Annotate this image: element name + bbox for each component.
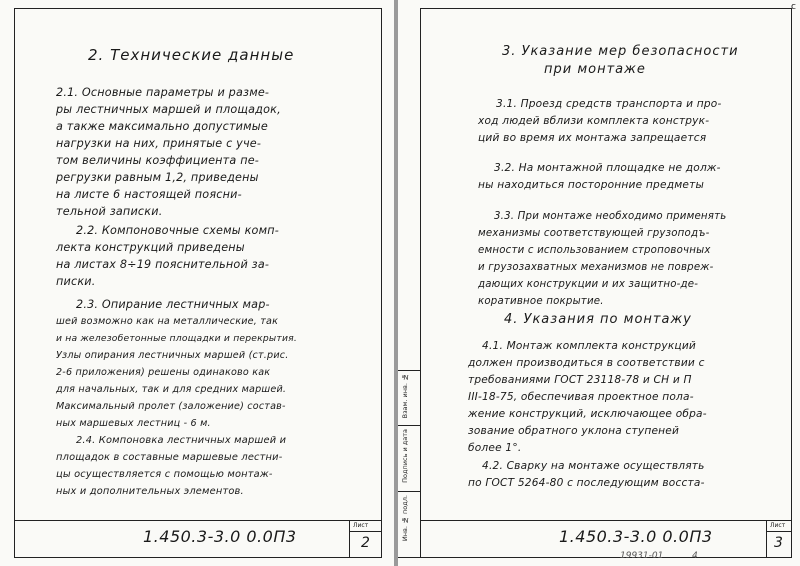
right-page [398, 0, 800, 566]
text-line: 2-6 приложения) решены одинаково как [56, 367, 271, 378]
text-line: более 1°. [468, 442, 522, 454]
sheet-number: 2 [361, 535, 370, 551]
text-line: тельной записки. [56, 205, 163, 218]
text-line: 3.1. Проезд средств транспорта и про- [496, 98, 722, 110]
text-line: 2.2. Компоновочные схемы комп- [76, 224, 279, 237]
archive-note: 19931-01 4 [620, 551, 698, 561]
text-line: а также максимально допустимые [56, 120, 268, 133]
text-line: механизмы соответствующей грузоподъ- [478, 228, 710, 239]
text-line: III-18-75, обеспечивая проектное пола- [468, 391, 694, 403]
text-line: 3.2. На монтажной площадке не долж- [494, 162, 721, 174]
left-page [0, 0, 394, 566]
text-line: писки. [56, 275, 96, 288]
section-3-title: 3. Указание мер безопасности [502, 44, 739, 59]
text-line: лекта конструкций приведены [56, 241, 245, 254]
text-line: регрузки равным 1,2, приведены [56, 171, 259, 184]
text-line: зование обратного уклона ступеней [468, 425, 680, 437]
text-line: нагрузки на них, принятые с уче- [56, 137, 262, 150]
sheet-number-box [766, 521, 792, 557]
title-block [421, 520, 791, 557]
text-line: том величины коэффициента пе- [56, 154, 260, 167]
text-line: Максимальный пролет (заложение) состав- [56, 401, 286, 412]
sheet-number: 3 [774, 535, 783, 551]
sheet-label: Лист [353, 522, 369, 529]
section-3-title-line2: при монтаже [544, 62, 646, 77]
approval-sidebar [398, 370, 421, 558]
text-line: цы осуществляется с помощью монтаж- [56, 469, 273, 480]
text-line: и на железобетонные площадки и перекрытия. [56, 333, 297, 344]
text-line: для начальных, так и для средних маршей. [56, 384, 287, 395]
text-line: на листах 8÷19 пояснительной за- [56, 258, 270, 271]
corner-mark: с [791, 2, 796, 12]
text-line: коративное покрытие. [478, 296, 604, 307]
sheet-label: Лист [770, 522, 786, 529]
text-line: ций во время их монтажа запрещается [478, 132, 707, 144]
document-code: 1.450.3-3.0 0.0П3 [559, 527, 713, 546]
text-line: по ГОСТ 5264-80 с последующим восста- [468, 477, 705, 489]
text-line: ры лестничных маршей и площадок, [56, 103, 281, 116]
text-line: 2.1. Основные параметры и разме- [56, 86, 270, 99]
text-line: 4.2. Сварку на монтаже осуществлять [482, 460, 705, 472]
text-line: емности с использованием строповочных [478, 245, 711, 256]
text-line: площадок в составные маршевые лестни- [56, 452, 283, 463]
text-line: должен производиться в соответствии с [468, 357, 705, 369]
text-line: ных маршевых лестниц - 6 м. [56, 418, 211, 429]
sidebar-label-inventory: Инв. № подл. [401, 495, 409, 542]
text-line: и грузозахватных механизмов не повреж- [478, 262, 714, 273]
text-line: на листе 6 настоящей поясни- [56, 188, 242, 201]
sidebar-label-signature: Подпись и дата [401, 429, 409, 483]
text-line: жение конструкций, исключающее обра- [468, 408, 707, 420]
text-line: 2.4. Компоновка лестничных маршей и [76, 435, 287, 446]
text-line: ны находиться посторонние предметы [478, 179, 705, 191]
section-2-title: 2. Технические данные [88, 46, 295, 64]
text-line: шей возможно как на металлические, так [56, 316, 279, 327]
text-line: требованиями ГОСТ 23118-78 и СН и П [468, 374, 692, 386]
text-line: 3.3. При монтаже необходимо применять [494, 211, 727, 222]
text-line: ход людей вблизи комплекта конструк- [478, 115, 710, 127]
text-line: дающих конструкции и их защитно-де- [478, 279, 699, 290]
text-line: 2.3. Опирание лестничных мар- [76, 298, 270, 311]
sidebar-label-replacement: Взам. инв. № [401, 373, 409, 419]
title-block [15, 520, 381, 557]
section-4-title: 4. Указания по монтажу [504, 312, 692, 327]
document-code: 1.450.3-3.0 0.0П3 [143, 527, 297, 546]
text-line: ных и дополнительных элементов. [56, 486, 244, 497]
sheet-number-box [349, 521, 382, 557]
text-line: 4.1. Монтаж комплекта конструкций [482, 340, 696, 352]
text-line: Узлы опирания лестничных маршей (ст.рис. [56, 350, 289, 361]
